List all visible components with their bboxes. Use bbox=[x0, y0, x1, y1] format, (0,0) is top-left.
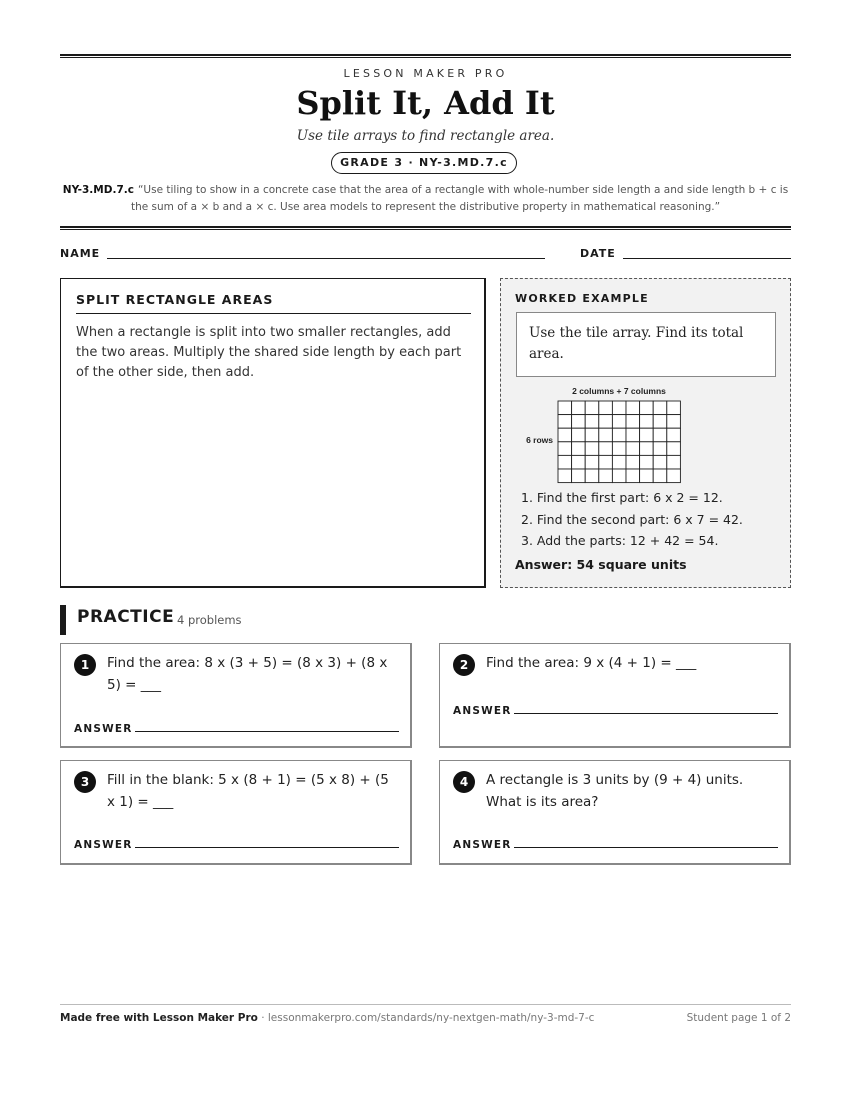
grid-tile bbox=[612, 442, 626, 456]
grid-tile bbox=[599, 401, 613, 415]
grid-tile bbox=[640, 415, 654, 429]
grid-tile bbox=[626, 415, 640, 429]
grid-tile bbox=[585, 442, 599, 456]
problem-card-2 bbox=[439, 643, 791, 748]
answer-label: ANSWER bbox=[74, 839, 133, 851]
page-title: Split It, Add It bbox=[296, 84, 555, 122]
grid-tile bbox=[667, 442, 681, 456]
concept-box bbox=[60, 278, 486, 588]
grid-tile bbox=[572, 442, 586, 456]
name-label: NAME bbox=[60, 247, 101, 260]
grid-tile bbox=[558, 428, 572, 442]
grid-tile bbox=[667, 455, 681, 469]
grid-tile bbox=[558, 469, 572, 483]
grid-tile bbox=[626, 401, 640, 415]
problem-number: 3 bbox=[74, 771, 96, 793]
name-date-row bbox=[60, 247, 791, 263]
grid-tile bbox=[599, 469, 613, 483]
grid-tile bbox=[653, 455, 667, 469]
grid-tile bbox=[612, 455, 626, 469]
answer-label: ANSWER bbox=[453, 705, 512, 717]
header-bottom-rule bbox=[60, 226, 791, 230]
practice-count: 4 problems bbox=[177, 613, 242, 627]
problem-card-4 bbox=[439, 760, 791, 865]
problem-number: 1 bbox=[74, 654, 96, 676]
grid-tile bbox=[599, 455, 613, 469]
standard-code: NY-3.MD.7.c bbox=[62, 184, 134, 196]
grid-tile bbox=[626, 442, 640, 456]
answer-field[interactable] bbox=[514, 713, 778, 714]
footer-made-with: Made free with Lesson Maker Pro bbox=[60, 1012, 258, 1024]
practice-accent-bar bbox=[60, 605, 66, 635]
date-field[interactable] bbox=[623, 258, 791, 259]
footer-credit bbox=[60, 1012, 594, 1024]
concept-title: SPLIT RECTANGLE AREAS bbox=[76, 292, 471, 314]
footer-url: · lessonmakerpro.com/standards/ny-nextgen-math/ny-3-md-7-c bbox=[257, 1012, 595, 1024]
grid-tile bbox=[640, 442, 654, 456]
problem-card-3 bbox=[60, 760, 412, 865]
grid-tile bbox=[585, 401, 599, 415]
problem-card-1 bbox=[60, 643, 412, 748]
grid-tile bbox=[612, 428, 626, 442]
footer-page-number: Student page 1 of 2 bbox=[686, 1012, 791, 1024]
grid-tile bbox=[558, 401, 572, 415]
grid-tile bbox=[612, 401, 626, 415]
grid-tile bbox=[653, 469, 667, 483]
top-rule bbox=[60, 54, 791, 58]
grid-tile bbox=[599, 428, 613, 442]
step-1: 1. Find the first part: 6 x 2 = 12. bbox=[521, 490, 723, 505]
worked-example-title: WORKED EXAMPLE bbox=[515, 292, 649, 305]
concept-body: When a rectangle is split into two smaller rectangles, add the two areas. Multiply the shared side length by each part of the other side, then add. bbox=[76, 325, 462, 380]
grid-tile bbox=[640, 455, 654, 469]
answer-label: ANSWER bbox=[453, 839, 512, 851]
grid-tile bbox=[572, 428, 586, 442]
grid-tile bbox=[653, 428, 667, 442]
grid-tile bbox=[585, 469, 599, 483]
grid-column-label: 2 columns + 7 columns bbox=[572, 386, 666, 396]
worked-example-box bbox=[500, 278, 791, 588]
grid-tile bbox=[626, 469, 640, 483]
step-3: 3. Add the parts: 12 + 42 = 54. bbox=[521, 533, 719, 548]
grid-tile bbox=[626, 428, 640, 442]
grid-tile bbox=[653, 442, 667, 456]
page-subtitle: Use tile arrays to find rectangle area. bbox=[296, 128, 555, 144]
grid-tile bbox=[626, 455, 640, 469]
name-field[interactable] bbox=[107, 258, 545, 259]
brand-name: LESSON MAKER PRO bbox=[343, 67, 508, 80]
grid-tile bbox=[558, 415, 572, 429]
standard-text: “Use tiling to show in a concrete case that the area of a rectangle with whole-number side length a and side length b + c is the sum of a × b and a × c. Use area models to represent the distributive property in mathematical reasoning.” bbox=[130, 184, 789, 213]
grid-tile bbox=[585, 415, 599, 429]
answer-label: ANSWER bbox=[74, 723, 133, 735]
grid-tile bbox=[667, 469, 681, 483]
answer-field[interactable] bbox=[514, 847, 778, 848]
grid-tile bbox=[572, 401, 586, 415]
tile-array-diagram bbox=[509, 382, 779, 487]
grid-row-label: 6 rows bbox=[526, 435, 553, 445]
grid-tile bbox=[667, 415, 681, 429]
grid-tile bbox=[572, 455, 586, 469]
worked-example-steps bbox=[521, 487, 786, 552]
answer-field[interactable] bbox=[135, 731, 399, 732]
grid-tile bbox=[640, 428, 654, 442]
grid-tile bbox=[612, 415, 626, 429]
grid-tile bbox=[585, 428, 599, 442]
grid-tile bbox=[585, 455, 599, 469]
grid-tile bbox=[653, 415, 667, 429]
problem-number: 4 bbox=[453, 771, 475, 793]
grid-tile bbox=[653, 401, 667, 415]
grid-tile bbox=[612, 469, 626, 483]
grid-tile bbox=[599, 415, 613, 429]
worksheet-page bbox=[60, 0, 791, 1100]
grid-tile bbox=[640, 401, 654, 415]
grid-tile bbox=[558, 455, 572, 469]
grid-tile bbox=[572, 469, 586, 483]
answer-field[interactable] bbox=[135, 847, 399, 848]
grid-tile bbox=[599, 442, 613, 456]
problem-text: Fill in the blank: 5 x (8 + 1) = (5 x 8) + (5 x 1) = ___ bbox=[107, 772, 389, 810]
date-label: DATE bbox=[580, 247, 616, 260]
problem-number: 2 bbox=[453, 654, 475, 676]
grid-tile bbox=[558, 442, 572, 456]
worked-example-answer: Answer: 54 square units bbox=[515, 557, 687, 572]
grid-tile bbox=[572, 415, 586, 429]
problem-text: Find the area: 9 x (4 + 1) = ___ bbox=[486, 655, 697, 671]
problem-text: Find the area: 8 x (3 + 5) = (8 x 3) + (8 x 5) = ___ bbox=[107, 655, 388, 693]
standard-description bbox=[60, 182, 791, 216]
grid-tile bbox=[667, 428, 681, 442]
problem-text: A rectangle is 3 units by (9 + 4) units. What is its area? bbox=[486, 772, 744, 810]
grid-tile bbox=[667, 401, 681, 415]
grade-badge: GRADE 3 · NY-3.MD.7.c bbox=[331, 152, 517, 174]
step-2: 2. Find the second part: 6 x 7 = 42. bbox=[521, 511, 743, 527]
footer-rule bbox=[60, 1004, 791, 1005]
practice-heading: PRACTICE bbox=[77, 607, 175, 627]
grid-tile bbox=[640, 469, 654, 483]
worked-example-question: Use the tile array. Find its total area. bbox=[516, 312, 776, 377]
